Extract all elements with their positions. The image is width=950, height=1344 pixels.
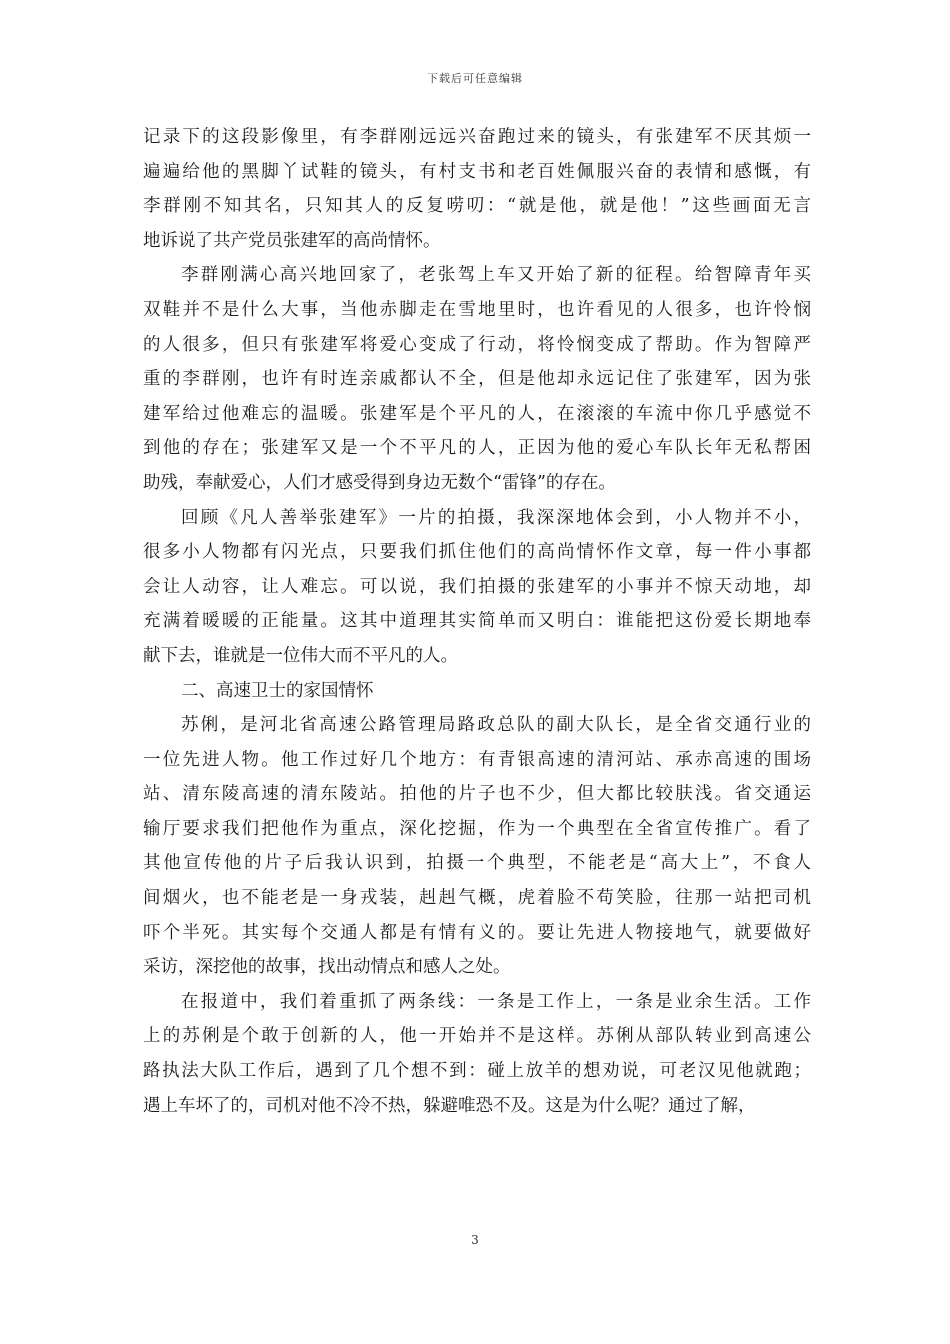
page-number: 3 <box>471 1233 479 1247</box>
paragraph-line: 遇上车坏了的，司机对他不冷不热，躲避唯恐不及。这是为什么呢？通过了解， <box>143 1095 756 1116</box>
paragraph-line: 间烟火，也不能老是一身戎装，赳赳气概，虎着脸不苟笑脸，往那一站把司机 <box>143 888 811 909</box>
page-header: 下载后可任意编辑 <box>427 72 523 85</box>
paragraph-line: 回顾《凡人善举张建军》一片的拍摄，我深深地体会到，小人物并不小， <box>181 507 811 528</box>
paragraph-line: 李群刚不知其名，只知其人的反复唠叨：“就是他，就是他！”这些画面无言 <box>143 196 811 217</box>
paragraph-line: 在报道中，我们着重抓了两条线：一条是工作上，一条是业余生活。工作 <box>181 991 811 1012</box>
paragraph-line: 路执法大队工作后，遇到了几个想不到：碰上放羊的想劝说，可老汉见他就跑； <box>143 1061 811 1082</box>
paragraph-line: 一位先进人物。他工作过好几个地方：有青银高速的清河站、承赤高速的围场 <box>143 749 811 770</box>
paragraph-line: 站、清东陵高速的清东陵站。拍他的片子也不少，但大都比较肤浅。省交通运 <box>143 784 811 805</box>
paragraph-line: 重的李群刚，也许有时连亲戚都认不全，但是他却永远记住了张建军，因为张 <box>143 369 811 390</box>
paragraph-line: 上的苏俐是个敢于创新的人，他一开始并不是这样。苏俐从部队转业到高速公 <box>143 1026 811 1047</box>
paragraph-line: 采访，深挖他的故事，找出动情点和感人之处。 <box>143 957 511 978</box>
paragraph-line: 充满着暖暖的正能量。这其中道理其实简单而又明白：谁能把这份爱长期地奉 <box>143 611 811 632</box>
paragraph-line: 建军给过他难忘的温暖。张建军是个平凡的人，在滚滚的车流中你几乎感觉不 <box>143 403 811 424</box>
paragraph-line: 苏俐，是河北省高速公路管理局路政总队的副大队长，是全省交通行业的 <box>181 715 811 736</box>
paragraph-line: 很多小人物都有闪光点，只要我们抓住他们的高尚情怀作文章，每一件小事都 <box>143 542 811 563</box>
paragraph-line: 遍遍给他的黑脚丫试鞋的镜头，有村支书和老百姓佩服兴奋的表情和感慨，有 <box>143 161 811 182</box>
paragraph-line: 地诉说了共产党员张建军的高尚情怀。 <box>143 230 441 251</box>
paragraph-line: 献下去，谁就是一位伟大而不平凡的人。 <box>143 645 458 666</box>
paragraph-line: 其他宣传他的片子后我认识到，拍摄一个典型，不能老是“高大上”，不食人 <box>143 853 811 874</box>
paragraph-line: 到他的存在；张建军又是一个不平凡的人，正因为他的爱心车队长年无私帮困 <box>143 438 811 459</box>
paragraph-line: 吓个半死。其实每个交通人都是有情有义的。要让先进人物接地气，就要做好 <box>143 922 811 943</box>
paragraph-line: 输厅要求我们把他作为重点，深化挖掘，作为一个典型在全省宣传推广。看了 <box>143 818 811 839</box>
paragraph-line: 会让人动容，让人难忘。可以说，我们拍摄的张建军的小事并不惊天动地，却 <box>143 576 811 597</box>
document-body <box>143 120 811 1123</box>
paragraph-line: 李群刚满心高兴地回家了，老张驾上车又开始了新的征程。给智障青年买 <box>181 265 811 286</box>
paragraph-line: 助残，奉献爱心，人们才感受得到身边无数个“雷锋”的存在。 <box>143 472 616 493</box>
paragraph-line: 双鞋并不是什么大事，当他赤脚走在雪地里时，也许看见的人很多，也许怜悯 <box>143 299 811 320</box>
paragraph-line: 二、高速卫士的家国情怀 <box>181 680 374 701</box>
paragraph-line: 记录下的这段影像里，有李群刚远远兴奋跑过来的镜头，有张建军不厌其烦一 <box>143 127 811 147</box>
paragraph-line: 的人很多，但只有张建军将爱心变成了行动，将怜悯变成了帮助。作为智障严 <box>143 334 811 355</box>
